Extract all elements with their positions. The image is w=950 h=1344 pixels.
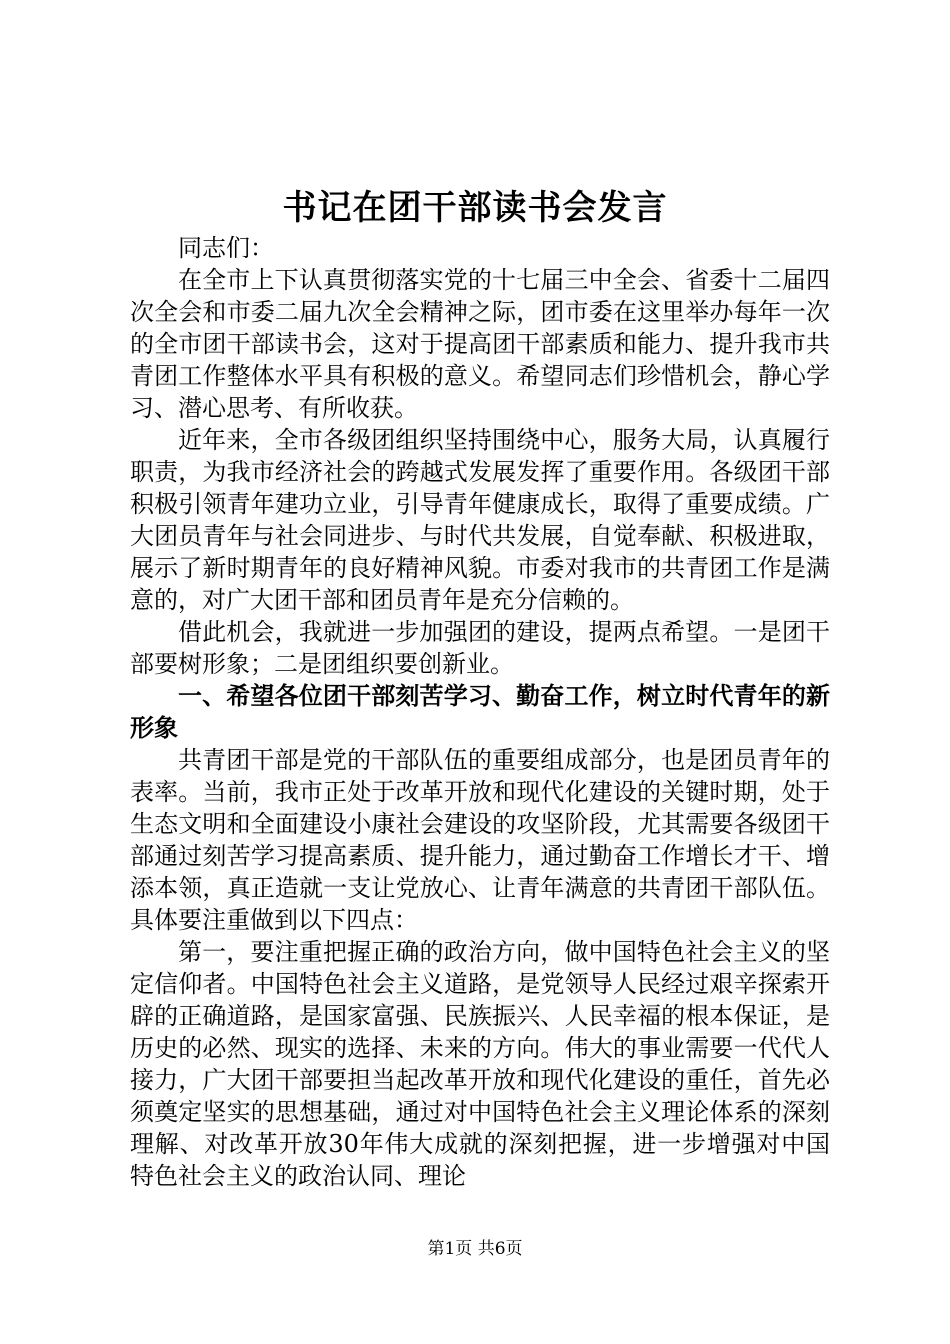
greeting: 同志们： [178, 234, 274, 262]
document-body [130, 232, 830, 1192]
body-paragraph: 在全市上下认真贯彻落实党的十七届三中全会、省委十二届四次全会和市委二届九次全会精神之际，团市委在这里举办每年一次的全市团干部读书会，这对于提高团干部素质和能力、提升我市共青团工作整体水平具有积极的意义。希望同志们珍惜机会，静心学习、潜心思考、有所收获。 [130, 266, 830, 422]
page-indicator: 第1页 共6页 [427, 1239, 523, 1259]
body-paragraph: 近年来，全市各级团组织坚持围绕中心，服务大局，认真履行职责，为我市经济社会的跨越式发展发挥了重要作用。各级团干部积极引领青年建功立业，引导青年健康成长，取得了重要成绩。广大团员青年与社会同进步、与时代共发展，自觉奉献、积极进取，展示了新时期青年的良好精神风貌。市委对我市的共青团工作是满意的，对广大团干部和团员青年是充分信赖的。 [130, 426, 830, 614]
section-heading: 一、希望各位团干部刻苦学习、勤奋工作，树立时代青年的新形象 [130, 681, 830, 742]
section-paragraph: 第一，要注重把握正确的政治方向，做中国特色社会主义的坚定信仰者。中国特色社会主义道路，是党领导人民经过艰辛探索开辟的正确道路，是国家富强、民族振兴、人民幸福的根本保证，是历史的必然、现实的选择、未来的方向。伟大的事业需要一代代人接力，广大团干部要担当起改革开放和现代化建设的重任，首先必须奠定坚实的思想基础，通过对中国特色社会主义理论体系的深刻理解、对改革开放30年伟大成就的深刻把握，进一步增强对中国特色社会主义的政治认同、理论 [130, 938, 830, 1190]
body-paragraph: 借此机会，我就进一步加强团的建设，提两点希望。一是团干部要树形象；二是团组织要创新业。 [130, 618, 830, 678]
document-title: 书记在团干部读书会发言 [282, 188, 668, 228]
section-paragraph: 共青团干部是党的干部队伍的重要组成部分，也是团员青年的表率。当前，我市正处于改革开放和现代化建设的关键时期，处于生态文明和全面建设小康社会建设的攻坚阶段，尤其需要各级团干部通过刻苦学习提高素质、提升能力，通过勤奋工作增长才干、增添本领，真正造就一支让党放心、让青年满意的共青团干部队伍。具体要注重做到以下四点： [130, 746, 830, 934]
